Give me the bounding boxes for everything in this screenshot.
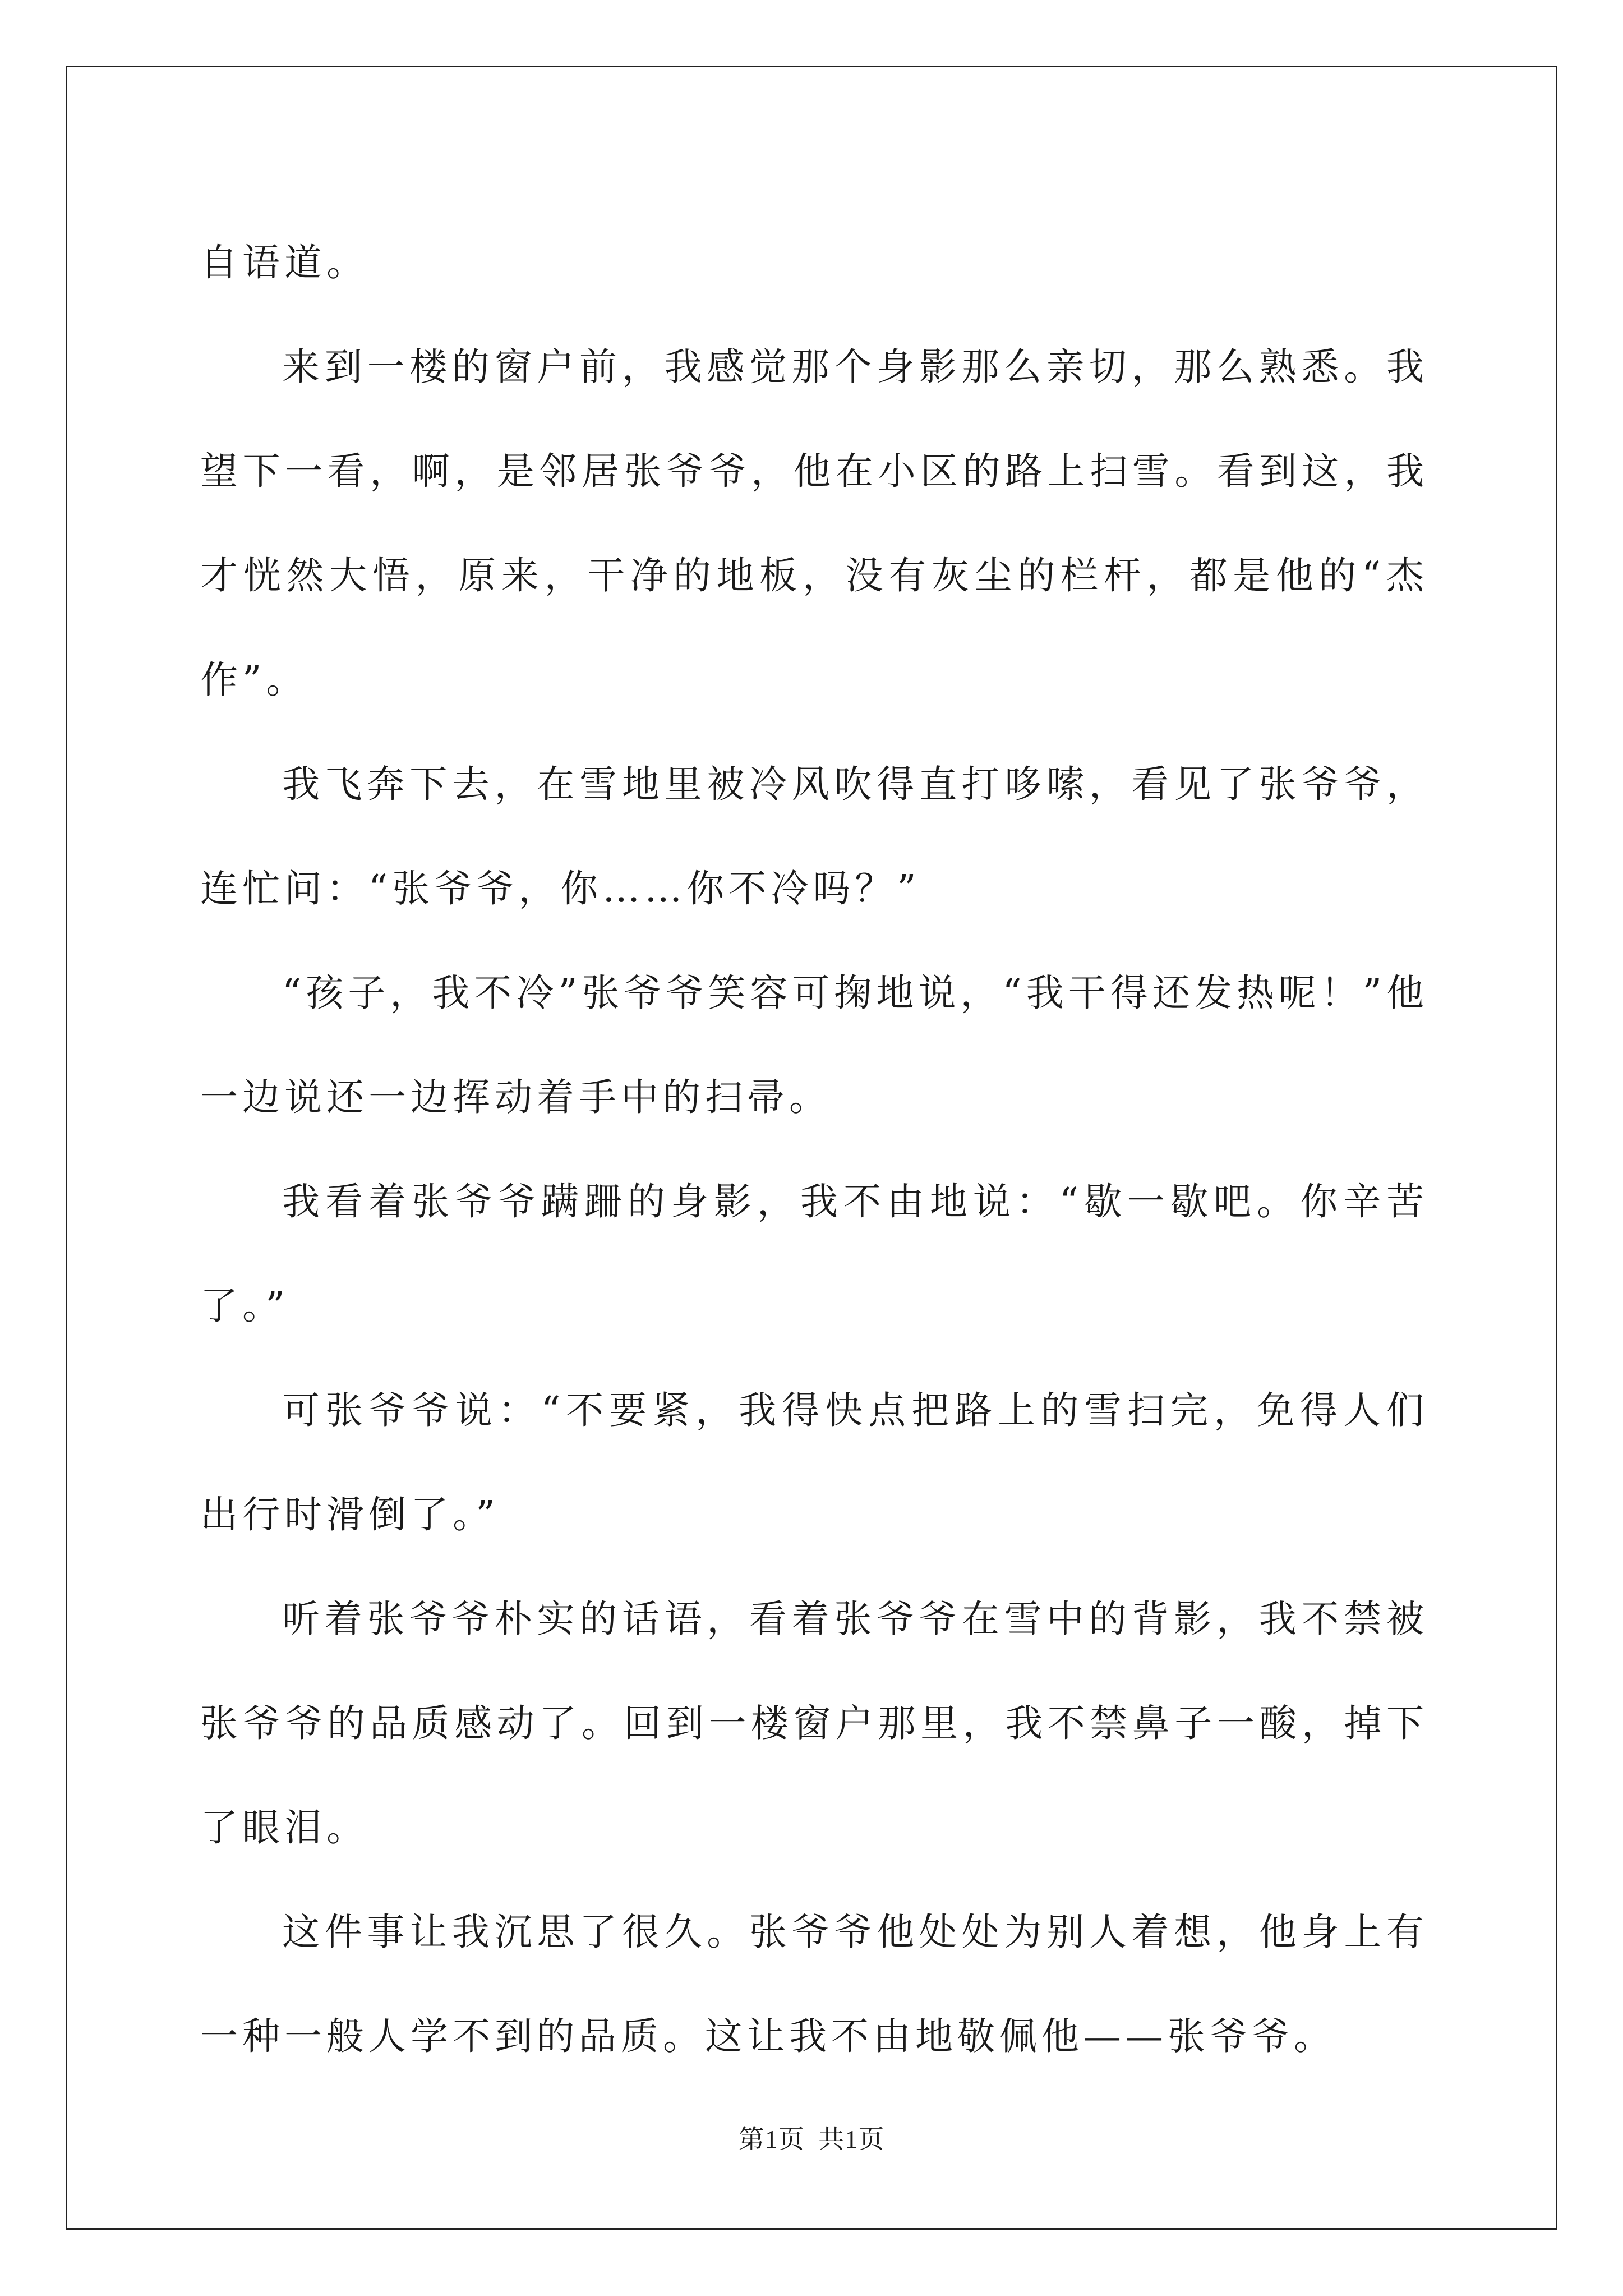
paragraph-5: 我看着张爷爷蹒跚的身影，我不由地说：“歇一歇吧。你辛苦了。”	[200, 1180, 1429, 1328]
paragraph-1: 自语道。	[200, 241, 368, 284]
paragraph-6: 可张爷爷说：“不要紧，我得快点把路上的雪扫完，免得人们出行时滑倒了。”	[200, 1388, 1428, 1536]
page-number: 第1页	[738, 2125, 805, 2154]
paragraph-8: 这件事让我沉思了很久。张爷爷他处处为别人着想，他身上有一种一般人学不到的品质。这让我不由地敬佩他——张爷爷。	[200, 1910, 1428, 2058]
paragraph-2: 来到一楼的窗户前，我感觉那个身影那么亲切，那么熟悉。我望下一看，啊，是邻居张爷爷，他在小区的路上扫雪。看到这，我才恍然大悟，原来，干净的地板，没有灰尘的栏杆，都是他的“杰作”。	[200, 345, 1428, 702]
paragraph-3: 我飞奔下去，在雪地里被冷风吹得直打哆嗦，看见了张爷爷，连忙问：“张爷爷，你……你不冷吗？”	[200, 762, 1428, 910]
page-total: 共1页	[818, 2125, 885, 2154]
paragraph-4: “孩子，我不冷”张爷爷笑容可掬地说，“我干得还发热呢！”他一边说还一边挥动着手中的扫帚。	[200, 971, 1429, 1119]
paragraph-7: 听着张爷爷朴实的话语，看着张爷爷在雪中的背影，我不禁被张爷爷的品质感动了。回到一楼窗户那里，我不禁鼻子一酸，掉下了眼泪。	[200, 1597, 1428, 1849]
document-body	[200, 210, 1428, 2088]
page-footer	[0, 2119, 1623, 2156]
